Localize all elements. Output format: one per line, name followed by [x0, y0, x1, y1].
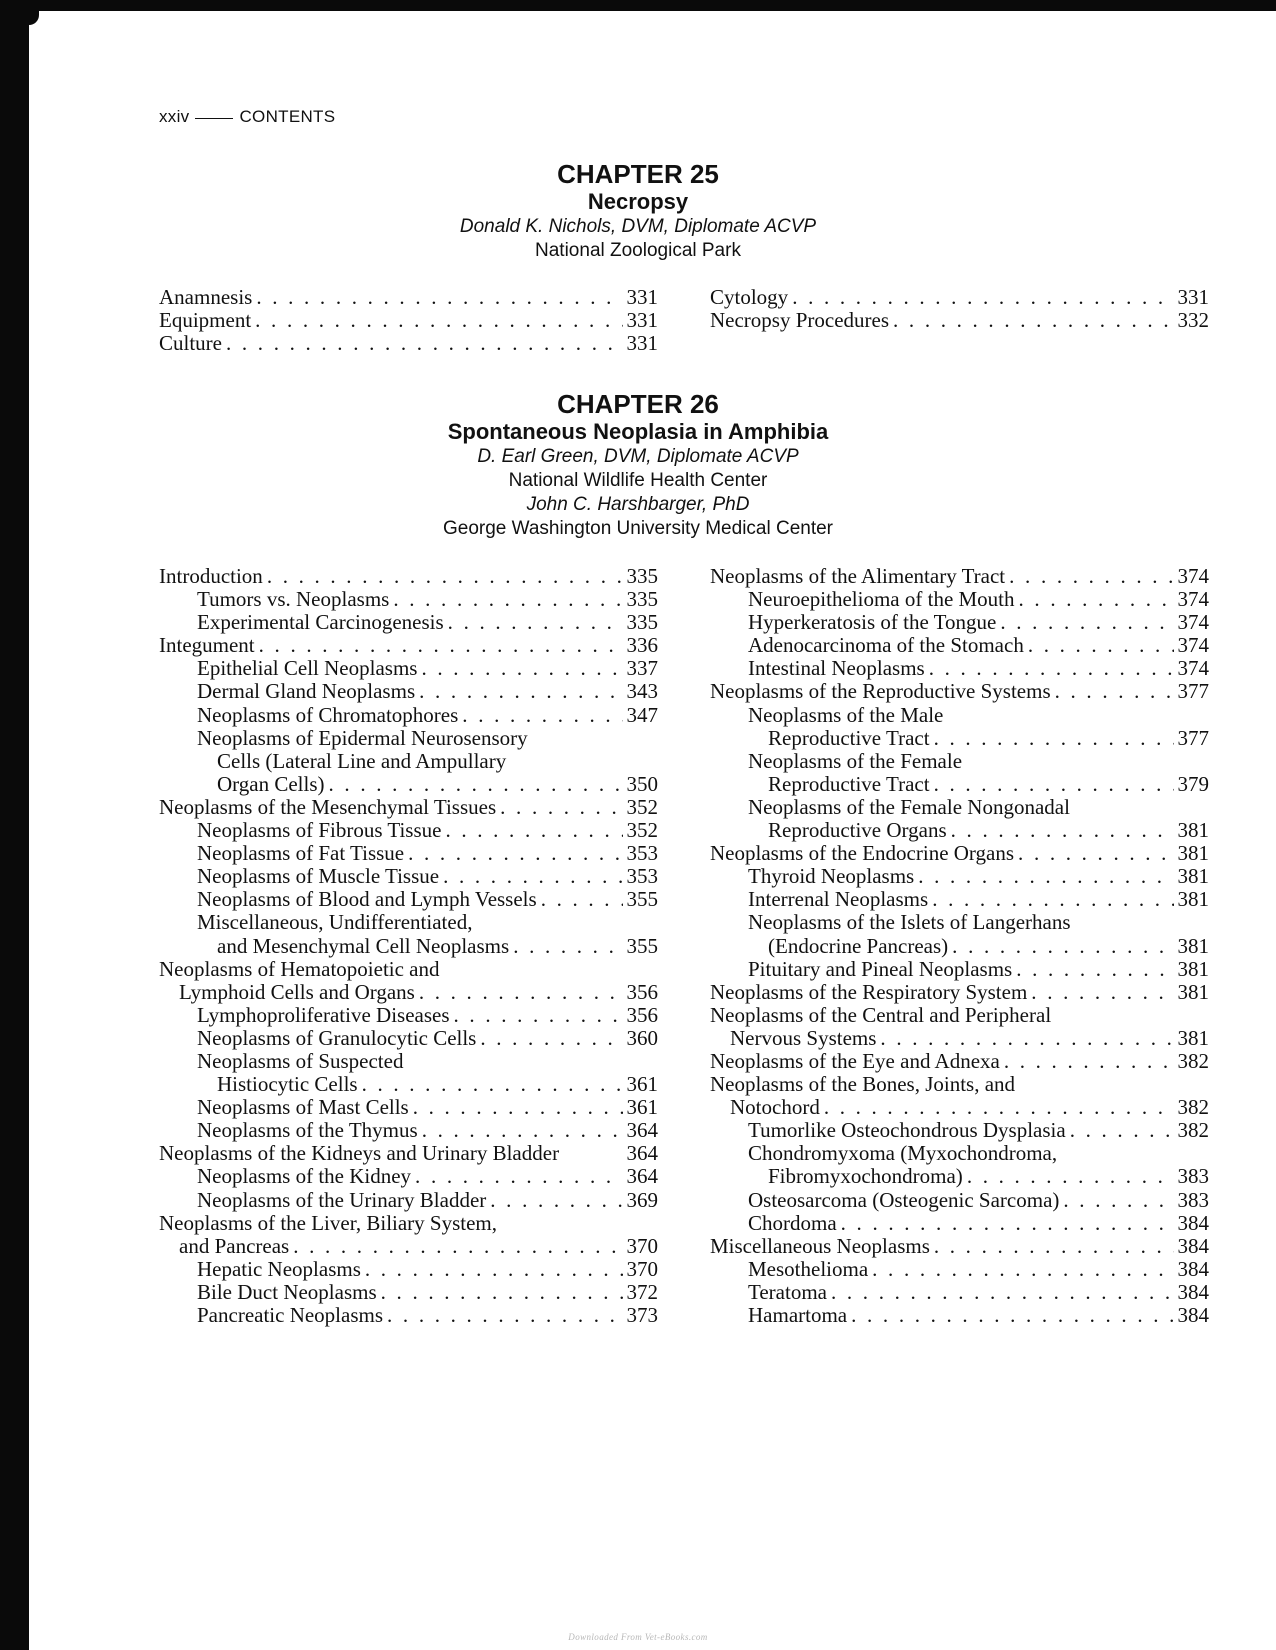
toc-entry-title: Epithelial Cell Neoplasms — [197, 656, 418, 681]
toc-entry-title: Nervous Systems — [730, 1025, 877, 1050]
toc-dot-leader — [951, 819, 1174, 842]
toc-entry — [159, 1165, 658, 1188]
toc-entry — [159, 1281, 658, 1304]
toc-dot-leader — [419, 680, 622, 703]
toc-entry-title: Hepatic Neoplasms — [197, 1256, 361, 1281]
toc-entry-title: Notochord — [730, 1095, 820, 1120]
chapter-25-toc-left — [159, 286, 658, 355]
toc-page-number: 369 — [626, 1187, 658, 1212]
toc-entry — [710, 796, 1209, 819]
toc-page-number: 331 — [1177, 285, 1209, 309]
chapter-number: CHAPTER 25 — [557, 159, 719, 189]
toc-dot-leader — [419, 981, 623, 1004]
toc-dot-leader — [454, 1004, 623, 1027]
toc-page-number: 384 — [1177, 1279, 1209, 1304]
toc-dot-leader — [831, 1281, 1174, 1304]
toc-entry — [159, 750, 658, 773]
toc-entry — [159, 796, 658, 819]
toc-entry — [710, 611, 1209, 634]
toc-dot-leader — [462, 704, 622, 727]
toc-page-number: 381 — [1177, 864, 1209, 889]
toc-page-number: 331 — [626, 331, 658, 356]
toc-page-number: 353 — [626, 864, 658, 889]
running-head-rule — [195, 118, 233, 119]
toc-entry — [710, 935, 1209, 958]
toc-entry — [159, 935, 658, 958]
toc-entry-title: Thyroid Neoplasms — [748, 864, 915, 889]
toc-entry-title: Osteosarcoma (Osteogenic Sarcoma) — [748, 1187, 1060, 1212]
chapter-number: CHAPTER 26 — [557, 389, 719, 419]
toc-dot-leader — [443, 865, 622, 888]
toc-dot-leader — [393, 588, 622, 611]
toc-page-number: 361 — [626, 1072, 658, 1097]
toc-page-number: 336 — [626, 633, 658, 658]
toc-dot-leader — [851, 1304, 1173, 1327]
toc-entry — [159, 565, 658, 588]
toc-entry — [159, 865, 658, 888]
toc-entry — [159, 588, 658, 611]
toc-entry-title: Neoplasms of Granulocytic Cells — [197, 1025, 477, 1050]
toc-page-number: 379 — [1177, 771, 1209, 796]
toc-entry — [159, 958, 658, 981]
toc-entry — [710, 1142, 1209, 1165]
toc-entry — [159, 727, 658, 750]
toc-page-number: 337 — [626, 656, 658, 681]
toc-page-number: 353 — [626, 841, 658, 866]
toc-page-number: 382 — [1177, 1095, 1209, 1120]
toc-entry-title: Neoplasms of the Kidneys and Urinary Bladder — [159, 1141, 560, 1166]
toc-dot-leader — [490, 1189, 622, 1212]
toc-page-number: 356 — [626, 1002, 658, 1027]
toc-page-number: 332 — [1177, 308, 1209, 333]
toc-entry-title: Reproductive Tract — [768, 725, 930, 750]
toc-dot-leader — [329, 773, 623, 796]
running-head-label: CONTENTS — [239, 107, 336, 126]
chapter-affiliation: National Wildlife Health Center — [508, 470, 768, 491]
toc-page-number: 343 — [626, 679, 658, 704]
watermark: Downloaded From Vet-eBooks.com — [568, 1632, 708, 1642]
toc-entry-title: Tumors vs. Neoplasms — [197, 587, 390, 612]
chapter-26-header — [0, 389, 1276, 541]
toc-entry — [710, 727, 1209, 750]
toc-entry-title: Fibromyxochondroma) — [768, 1164, 963, 1189]
toc-dot-leader — [952, 935, 1173, 958]
toc-dot-leader — [259, 634, 623, 657]
toc-entry — [710, 1073, 1209, 1096]
toc-entry-title: Experimental Carcinogenesis — [197, 610, 444, 635]
toc-dot-leader — [408, 842, 622, 865]
toc-entry — [159, 1096, 658, 1119]
toc-page-number: 370 — [626, 1233, 658, 1258]
toc-entry-title: Chondromyxoma (Myxochondroma, — [748, 1141, 1058, 1166]
toc-entry-title: Hamartoma — [748, 1303, 848, 1327]
toc-page-number: 370 — [626, 1256, 658, 1281]
toc-entry-title: Neoplasms of the Bones, Joints, and — [710, 1072, 1016, 1097]
chapter-author: John C. Harshbarger, PhD — [526, 494, 750, 515]
toc-entry — [159, 680, 658, 703]
toc-entry — [710, 1281, 1209, 1304]
toc-entry — [159, 332, 658, 355]
toc-entry-title: Pituitary and Pineal Neoplasms — [748, 956, 1013, 981]
toc-page-number: 355 — [626, 933, 658, 958]
toc-entry-title: Neoplasms of the Male — [748, 702, 944, 727]
toc-dot-leader — [1019, 588, 1174, 611]
toc-page-number: 374 — [1177, 656, 1209, 681]
toc-dot-leader — [792, 286, 1173, 309]
toc-entry-title: Neoplasms of the Islets of Langerhans — [748, 910, 1071, 935]
toc-entry — [710, 958, 1209, 981]
toc-page-number: 381 — [1177, 933, 1209, 958]
toc-dot-leader — [362, 1073, 623, 1096]
toc-entry — [710, 1235, 1209, 1258]
toc-dot-leader — [967, 1165, 1174, 1188]
toc-entry-title: Neoplasms of Chromatophores — [197, 702, 459, 727]
toc-entry-title: Chordoma — [748, 1210, 837, 1235]
toc-entry — [159, 842, 658, 865]
toc-dot-leader — [1028, 634, 1174, 657]
toc-page-number: 374 — [1177, 610, 1209, 635]
chapter-title: Necropsy — [587, 189, 689, 214]
toc-entry — [710, 1050, 1209, 1073]
chapter-25-toc-right — [710, 286, 1209, 332]
toc-page-number: 381 — [1177, 818, 1209, 843]
toc-entry-title: Reproductive Organs — [768, 818, 947, 843]
toc-page-number: 355 — [626, 887, 658, 912]
toc-entry — [710, 1119, 1209, 1142]
toc-dot-leader — [1004, 1050, 1174, 1073]
toc-entry-title: Pancreatic Neoplasms — [197, 1303, 384, 1327]
toc-entry-title: Neoplasms of the Thymus — [197, 1118, 418, 1143]
toc-entry-title: Anamnesis — [159, 285, 253, 309]
toc-dot-leader — [255, 309, 622, 332]
toc-entry-title: and Mesenchymal Cell Neoplasms — [217, 933, 510, 958]
toc-page-number: 381 — [1177, 887, 1209, 912]
toc-entry — [159, 1027, 658, 1050]
toc-dot-leader — [1070, 1119, 1174, 1142]
toc-entry — [159, 911, 658, 934]
toc-entry — [710, 1258, 1209, 1281]
chapter-author: D. Earl Green, DVM, Diplomate ACVP — [477, 446, 799, 467]
toc-dot-leader — [293, 1235, 622, 1258]
toc-dot-leader — [413, 1096, 623, 1119]
toc-page-number: 352 — [626, 794, 658, 819]
toc-dot-leader — [480, 1027, 622, 1050]
toc-entry-title: Teratoma — [748, 1279, 827, 1304]
toc-dot-leader — [872, 1258, 1173, 1281]
toc-entry-title: Neoplasms of Fat Tissue — [197, 841, 405, 866]
toc-entry-title: Interrenal Neoplasms — [748, 887, 929, 912]
toc-entry-title: Miscellaneous Neoplasms — [710, 1233, 930, 1258]
toc-page-number: 335 — [626, 587, 658, 612]
toc-dot-leader — [934, 1235, 1174, 1258]
toc-entry-title: Mesothelioma — [748, 1256, 869, 1281]
toc-entry — [710, 634, 1209, 657]
toc-dot-leader — [1031, 981, 1173, 1004]
toc-dot-leader — [880, 1027, 1173, 1050]
toc-page-number: 364 — [626, 1164, 658, 1189]
toc-entry-title: and Pancreas — [179, 1233, 290, 1258]
toc-entry — [710, 1212, 1209, 1235]
toc-entry — [710, 1189, 1209, 1212]
toc-entry-title: Lymphoid Cells and Organs — [179, 979, 415, 1004]
toc-dot-leader — [387, 1304, 622, 1327]
toc-entry — [159, 611, 658, 634]
toc-page-number: 352 — [626, 818, 658, 843]
toc-dot-leader — [421, 657, 622, 680]
toc-page-number: 361 — [626, 1095, 658, 1120]
toc-dot-leader — [1018, 842, 1173, 865]
toc-dot-leader — [415, 1165, 622, 1188]
toc-entry — [710, 657, 1209, 680]
chapter-25-header — [0, 159, 1276, 263]
toc-entry-title: Histiocytic Cells — [217, 1072, 358, 1097]
toc-page-number: 377 — [1177, 725, 1209, 750]
toc-page-number: 331 — [626, 285, 658, 309]
toc-entry-title: Organ Cells) — [217, 771, 325, 796]
toc-entry-title: Neoplasms of the Mesenchymal Tissues — [159, 794, 497, 819]
toc-entry — [159, 981, 658, 1004]
toc-entry — [710, 865, 1209, 888]
toc-entry-title: Cells (Lateral Line and Ampullary — [217, 748, 507, 773]
toc-entry — [159, 1073, 658, 1096]
running-head — [159, 107, 335, 127]
toc-entry-title: Introduction — [159, 564, 263, 588]
toc-entry-title: Neoplasms of the Urinary Bladder — [197, 1187, 487, 1212]
toc-page-number: 335 — [626, 610, 658, 635]
toc-entry — [710, 750, 1209, 773]
toc-entry-title: Neoplasms of the Liver, Biliary System, — [159, 1210, 498, 1235]
toc-entry-title: Integument — [159, 633, 255, 658]
toc-dot-leader — [381, 1281, 623, 1304]
toc-entry — [710, 819, 1209, 842]
toc-entry-title: Neoplasms of Hematopoietic and — [159, 956, 440, 981]
toc-entry-title: Adenocarcinoma of the Stomach — [748, 633, 1024, 658]
toc-entry-title: Equipment — [159, 308, 252, 333]
toc-entry-title: Miscellaneous, Undifferentiated, — [197, 910, 473, 935]
toc-entry-title: Neoplasms of the Reproductive Systems — [710, 679, 1051, 704]
toc-entry-title: (Endocrine Pancreas) — [768, 933, 949, 958]
toc-entry-title: Neoplasms of the Kidney — [197, 1164, 412, 1189]
toc-entry-title: Neoplasms of Muscle Tissue — [197, 864, 440, 889]
toc-entry — [159, 704, 658, 727]
toc-entry — [710, 286, 1209, 309]
toc-page-number: 384 — [1177, 1303, 1209, 1327]
toc-page-number: 384 — [1177, 1233, 1209, 1258]
toc-page-number: 381 — [1177, 1025, 1209, 1050]
toc-entry-title: Neuroepithelioma of the Mouth — [748, 587, 1015, 612]
toc-page-number: 383 — [1177, 1164, 1209, 1189]
chapter-affiliation: National Zoological Park — [535, 240, 741, 261]
toc-page-number: 384 — [1177, 1210, 1209, 1235]
toc-dot-leader — [929, 657, 1174, 680]
toc-dot-leader — [1055, 680, 1174, 703]
toc-entry-title: Neoplasms of the Female — [748, 748, 963, 773]
toc-dot-leader — [226, 332, 623, 355]
scan-border-top — [0, 0, 1276, 11]
toc-dot-leader — [422, 1119, 623, 1142]
toc-entry-title: Hyperkeratosis of the Tongue — [748, 610, 997, 635]
toc-entry — [710, 1004, 1209, 1027]
toc-dot-leader — [1009, 565, 1173, 588]
toc-page-number: 374 — [1177, 633, 1209, 658]
toc-page-number: 360 — [626, 1025, 658, 1050]
toc-entry-title: Neoplasms of the Endocrine Organs — [710, 841, 1015, 866]
toc-page-number: 382 — [1177, 1048, 1209, 1073]
chapter-26-toc-left — [159, 565, 658, 1327]
toc-dot-leader — [824, 1096, 1174, 1119]
toc-dot-leader — [267, 565, 623, 588]
toc-entry-title: Tumorlike Osteochondrous Dysplasia — [748, 1118, 1066, 1143]
toc-entry-title: Neoplasms of Fibrous Tissue — [197, 818, 442, 843]
toc-dot-leader — [1063, 1189, 1173, 1212]
toc-page-number: 382 — [1177, 1118, 1209, 1143]
toc-dot-leader — [365, 1258, 623, 1281]
toc-entry — [159, 888, 658, 911]
toc-dot-leader — [256, 286, 622, 309]
toc-entry-title: Necropsy Procedures — [710, 308, 890, 333]
toc-entry — [710, 680, 1209, 703]
toc-page-number: 364 — [626, 1141, 658, 1166]
toc-page-number: 335 — [626, 564, 658, 588]
toc-entry — [710, 309, 1209, 332]
toc-dot-leader — [934, 727, 1174, 750]
toc-dot-leader — [932, 888, 1173, 911]
toc-entry-title: Neoplasms of the Female Nongonadal — [748, 794, 1070, 819]
toc-entry-title: Neoplasms of Epidermal Neurosensory — [197, 725, 528, 750]
toc-dot-leader — [448, 611, 623, 634]
toc-page-number: 374 — [1177, 587, 1209, 612]
toc-dot-leader — [445, 819, 622, 842]
toc-page-number: 356 — [626, 979, 658, 1004]
toc-entry — [159, 819, 658, 842]
toc-page-number: 383 — [1177, 1187, 1209, 1212]
toc-dot-leader — [918, 865, 1173, 888]
toc-entry-title: Neoplasms of Blood and Lymph Vessels — [197, 887, 537, 912]
toc-entry — [710, 1096, 1209, 1119]
toc-entry — [159, 657, 658, 680]
toc-entry — [159, 773, 658, 796]
toc-entry — [710, 773, 1209, 796]
toc-entry — [710, 888, 1209, 911]
toc-entry — [710, 565, 1209, 588]
toc-entry-title: Reproductive Tract — [768, 771, 930, 796]
toc-entry-title: Bile Duct Neoplasms — [197, 1279, 377, 1304]
toc-entry — [159, 286, 658, 309]
toc-entry — [159, 1304, 658, 1327]
toc-entry — [710, 1165, 1209, 1188]
toc-entry — [159, 1119, 658, 1142]
toc-entry — [710, 1304, 1209, 1327]
toc-entry — [159, 1142, 658, 1165]
toc-entry — [710, 704, 1209, 727]
toc-entry-title: Neoplasms of the Central and Peripheral — [710, 1002, 1052, 1027]
toc-dot-leader — [500, 796, 622, 819]
toc-page-number: 381 — [1177, 979, 1209, 1004]
chapter-title: Spontaneous Neoplasia in Amphibia — [447, 419, 829, 444]
toc-entry-title: Neoplasms of Mast Cells — [197, 1095, 409, 1120]
toc-entry — [710, 588, 1209, 611]
toc-dot-leader — [1016, 958, 1173, 981]
toc-page-number: 381 — [1177, 956, 1209, 981]
toc-entry — [159, 1004, 658, 1027]
toc-entry — [710, 1027, 1209, 1050]
chapter-author: Donald K. Nichols, DVM, Diplomate ACVP — [459, 216, 817, 237]
page-number: xxiv — [159, 107, 190, 126]
toc-entry-title: Neoplasms of Suspected — [197, 1048, 404, 1073]
toc-page-number: 384 — [1177, 1256, 1209, 1281]
toc-entry — [159, 1235, 658, 1258]
toc-entry — [159, 1212, 658, 1235]
toc-entry-title: Neoplasms of the Alimentary Tract — [710, 564, 1006, 588]
toc-dot-leader — [1000, 611, 1173, 634]
toc-entry — [159, 1050, 658, 1073]
toc-entry-title: Cytology — [710, 285, 789, 309]
toc-page-number: 381 — [1177, 841, 1209, 866]
toc-dot-leader — [841, 1212, 1174, 1235]
toc-dot-leader — [934, 773, 1174, 796]
chapter-affiliation: George Washington University Medical Center — [442, 518, 834, 539]
toc-entry — [710, 981, 1209, 1004]
toc-entry-title: Neoplasms of the Respiratory System — [710, 979, 1028, 1004]
toc-entry-title: Intestinal Neoplasms — [748, 656, 925, 681]
toc-entry — [710, 911, 1209, 934]
toc-page-number: 331 — [626, 308, 658, 333]
toc-dot-leader — [893, 309, 1173, 332]
toc-page-number: 347 — [626, 702, 658, 727]
toc-page-number: 364 — [626, 1118, 658, 1143]
toc-page-number: 350 — [626, 771, 658, 796]
toc-entry-title: Culture — [159, 331, 222, 356]
toc-entry-title: Dermal Gland Neoplasms — [197, 679, 416, 704]
toc-entry — [159, 1189, 658, 1212]
toc-entry — [159, 309, 658, 332]
toc-page-number: 377 — [1177, 679, 1209, 704]
toc-entry — [159, 1258, 658, 1281]
toc-dot-leader — [541, 888, 623, 911]
toc-dot-leader — [513, 935, 622, 958]
chapter-26-toc-right — [710, 565, 1209, 1327]
toc-entry — [159, 634, 658, 657]
toc-entry-title: Neoplasms of the Eye and Adnexa — [710, 1048, 1000, 1073]
toc-entry-title: Lymphoproliferative Diseases — [197, 1002, 450, 1027]
toc-entry — [710, 842, 1209, 865]
toc-page-number: 372 — [626, 1279, 658, 1304]
toc-page-number: 373 — [626, 1303, 658, 1327]
toc-page-number: 374 — [1177, 564, 1209, 588]
